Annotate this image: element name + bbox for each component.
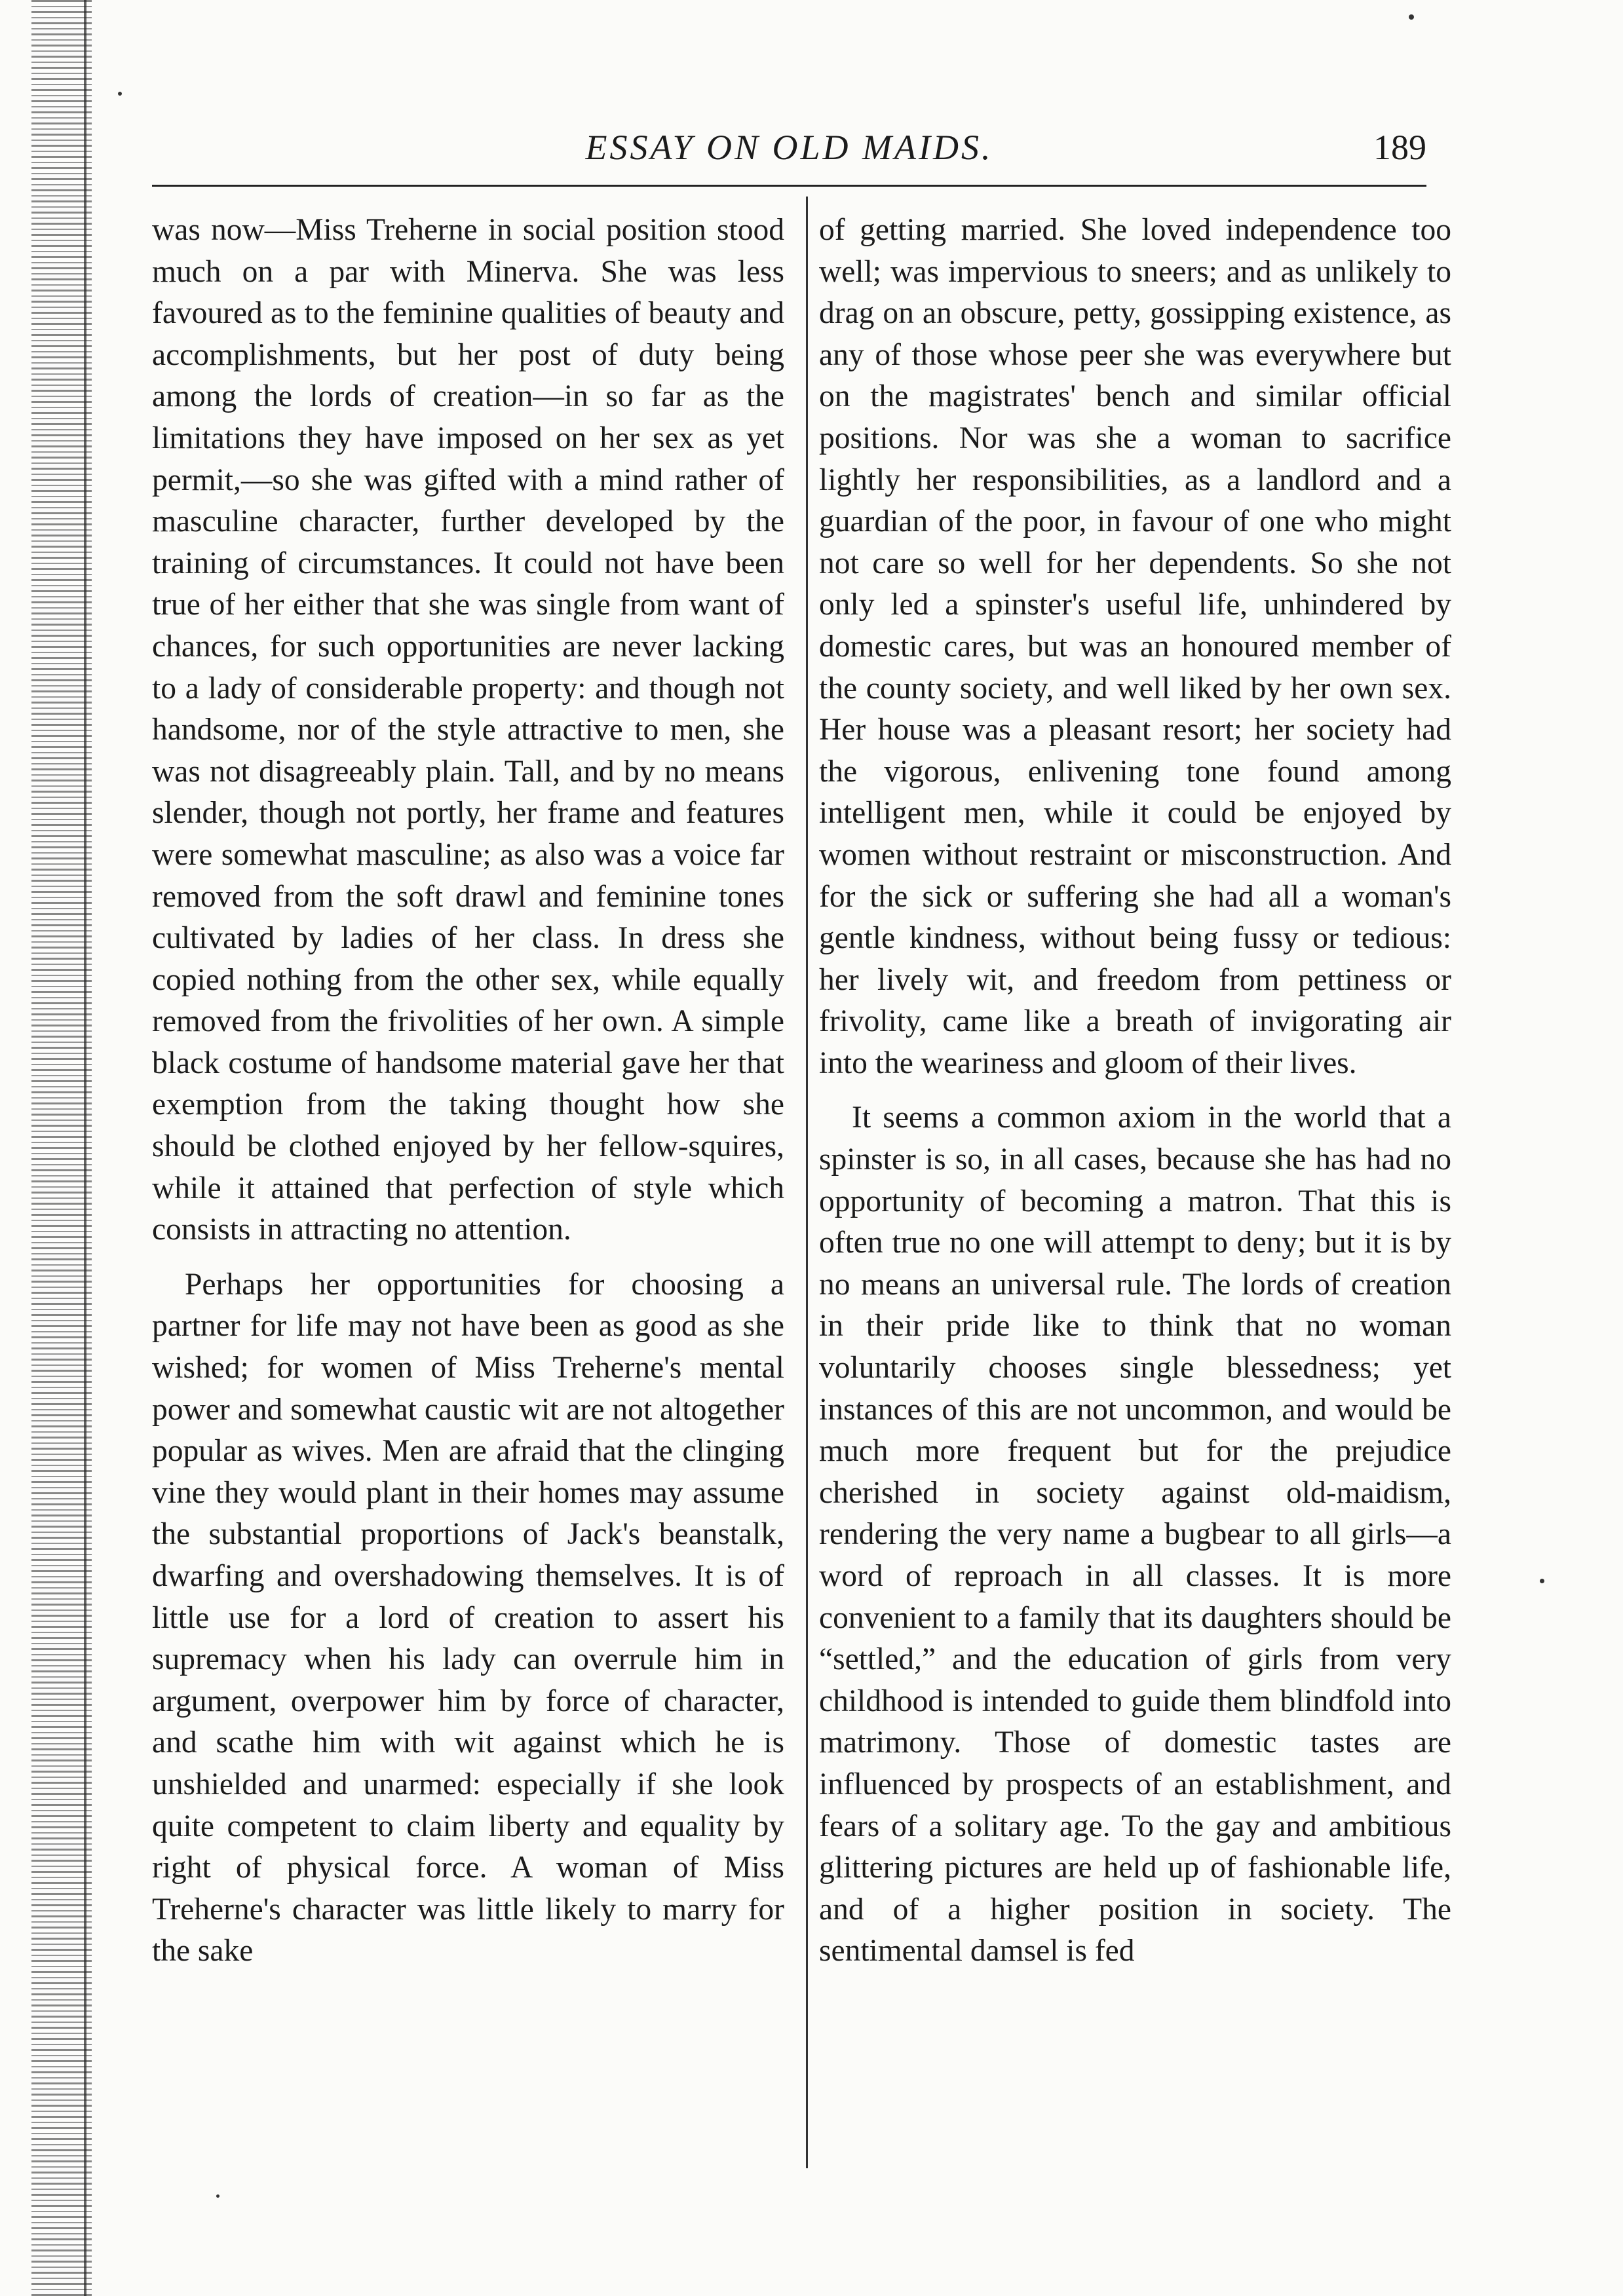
running-title: ESSAY ON OLD MAIDS. bbox=[585, 128, 993, 167]
left-column bbox=[152, 210, 784, 1972]
binding-shadow-line bbox=[84, 0, 86, 2296]
page-number: 189 bbox=[1373, 128, 1426, 167]
book-binding-edge bbox=[31, 0, 92, 2296]
print-speck bbox=[1540, 1579, 1544, 1583]
print-speck bbox=[118, 92, 122, 96]
paragraph-continued: of getting married. She loved independence too well; was impervious to sneers; and as unlikely to drag on an obscure, petty, gossipping existence, as any of those whose peer she was everywhere but on the magistrates' bench and similar official positions. Nor was she a woman to sacrifice lightly her responsibilities, as a landlord and a guardian of the poor, in favour of one who might not care so well for her dependents. So she not only led a spinster's useful life, unhindered by domestic cares, but was an honoured member of the county society, and well liked by her own sex. Her house was a pleasant resort; her society had the vigorous, enlivening tone found among intelligent men, while it could be enjoyed by women without restraint or misconstruction. And for the sick or suffering she had all a woman's gentle kindness, without being fussy or tedious: her lively wit, and freedom from pettiness or frivolity, came like a breath of invigorating air into the weariness and gloom of their lives. bbox=[819, 213, 1451, 1080]
column-divider bbox=[806, 197, 808, 2168]
page-header bbox=[152, 118, 1426, 177]
right-column bbox=[819, 210, 1451, 1972]
paragraph: Perhaps her opportunities for choosing a partner for life may not have been as good as she wished; for women of Miss Treherne's mental power and somewhat caustic wit are not altogether popular as wives. Men are afraid that the clinging vine they would plant in their homes may assume the substantial proportions of Jack's beanstalk, dwarfing and overshadowing themselves. It is of little use for a lord of creation to assert his supremacy when his lady can overrule him in argument, overpower him by force of character, and scathe him with wit against which he is unshielded and unarmed: especially if she look quite competent to claim liberty and equality by right of physical force. A woman of Miss Treherne's character was little likely to marry for the sake bbox=[152, 1267, 784, 1968]
print-speck bbox=[216, 2194, 220, 2198]
header-rule bbox=[152, 185, 1426, 187]
print-speck bbox=[1409, 14, 1414, 20]
paragraph-continued: was now—Miss Treherne in social position stood much on a par with Minerva. She was less favoured as to the feminine qualities of beauty and accomplishments, but her post of duty being among the lords of creation—in so far as the limitations they have imposed on her sex as yet permit,—so she was gifted with a mind rather of masculine character, further developed by the training of circumstances. It could not have been true of her either that she was single from want of chances, for such opportunities are never lacking to a lady of considerable property: and though not handsome, nor of the style attractive to men, she was not disagreeably plain. Tall, and by no means slender, though not portly, her frame and features were somewhat masculine; as also was a voice far removed from the soft drawl and feminine tones cultivated by ladies of her class. In dress she copied nothing from the other sex, while equally removed from the frivolities of her own. A simple black costume of handsome material gave her that exemption from the taking thought how she should be clothed enjoyed by her fellow-squires, while it attained that perfection of style which consists in attracting no attention. bbox=[152, 213, 784, 1247]
paragraph: It seems a common axiom in the world that a spinster is so, in all cases, because she has had no opportunity of becoming a matron. That this is often true no one will attempt to deny; but it is by no means an universal rule. The lords of creation in their pride like to think that no woman voluntarily chooses single blessedness; yet instances of this are not uncommon, and would be much more frequent but for the prejudice cherished in society against old-maidism, rendering the very name a bugbear to all girls—a word of reproach in all classes. It is more convenient to a family that its daughters should be “settled,” and the education of girls from very childhood is intended to guide them blindfold into matrimony. Those of domestic tastes are influenced by prospects of an establishment, and fears of a solitary age. To the gay and ambitious glittering pictures are held up of fashionable life, and of a higher position in society. The sentimental damsel is fed bbox=[819, 1101, 1451, 1968]
